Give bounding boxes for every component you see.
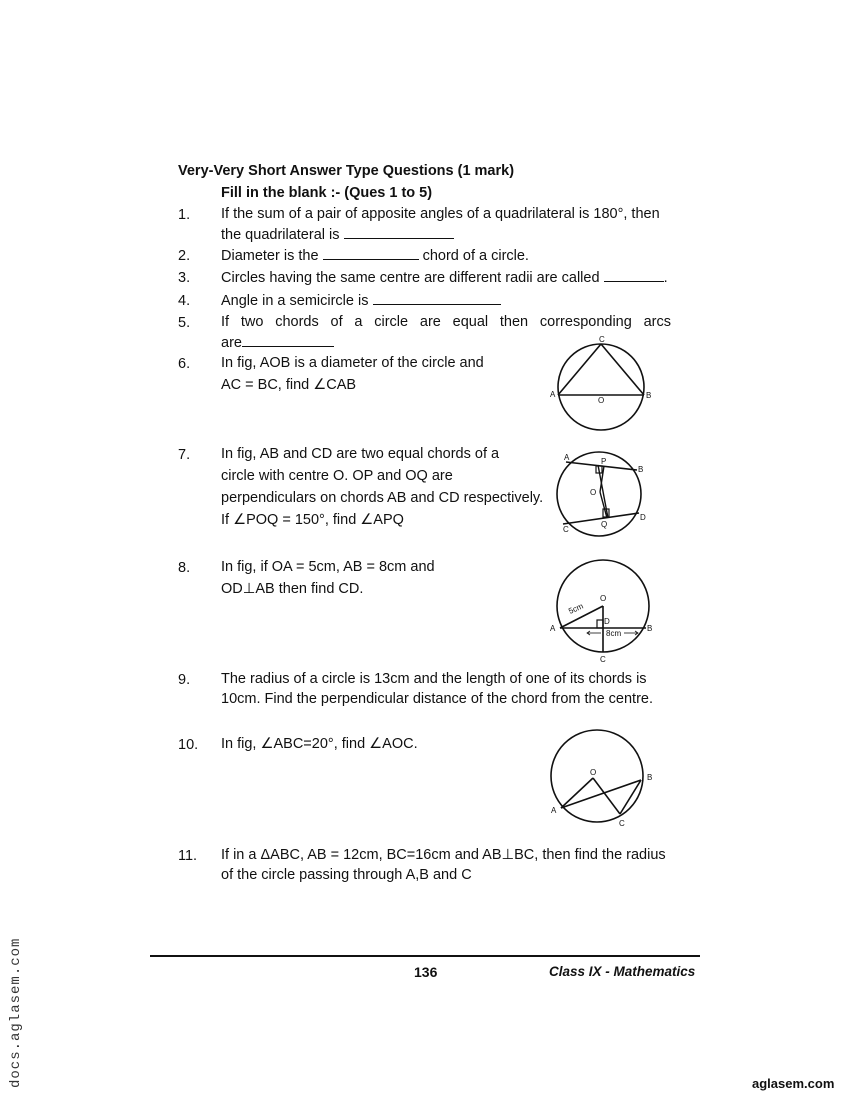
question-number: 3. — [178, 270, 191, 286]
question-1 — [221, 204, 660, 245]
label-c: C — [619, 819, 625, 828]
answer-blank[interactable] — [242, 332, 334, 347]
answer-blank[interactable] — [604, 267, 664, 282]
label-p: P — [601, 457, 607, 466]
question-number: 1. — [178, 207, 191, 223]
label-o: O — [600, 594, 607, 603]
question-number: 2. — [178, 248, 191, 264]
label-o: O — [590, 488, 597, 497]
question-4: Angle in a semicircle is — [221, 290, 501, 311]
question-number: 11. — [178, 848, 198, 864]
brand-watermark: aglasem.com — [752, 1076, 835, 1091]
question-10: In fig, ∠ABC=20°, find ∠AOC. — [221, 736, 418, 752]
label-8cm: 8cm — [606, 629, 622, 638]
label-b: B — [647, 624, 653, 633]
footer-divider — [150, 955, 700, 957]
figure-6-circle-diagram — [548, 334, 660, 434]
label-c: C — [600, 655, 606, 664]
question-8: In fig, if OA = 5cm, AB = 8cm and OD⊥AB then find CD. — [221, 559, 435, 597]
question-number: 8. — [178, 560, 191, 576]
label-q: Q — [601, 520, 608, 529]
label-a: A — [564, 453, 570, 462]
label-o: O — [598, 396, 605, 405]
question-1-line1: If the sum of a pair of apposite angles of a quadrilateral is 180°, then — [221, 206, 660, 222]
answer-blank[interactable] — [323, 245, 419, 260]
label-a: A — [550, 624, 556, 633]
figure-7-circle-diagram — [556, 450, 666, 540]
question-5-line1: If two chords of a circle are equal then corresponding arcs — [221, 314, 671, 330]
label-a: A — [551, 806, 557, 815]
answer-blank[interactable] — [344, 224, 454, 239]
section-heading: Very-Very Short Answer Type Questions (1 mark) — [178, 163, 515, 179]
question-6: In fig, AOB is a diameter of the circle and AC = BC, find ∠CAB — [221, 355, 484, 393]
side-watermark: docs.aglasem.com — [8, 937, 24, 1088]
question-11: If in a ΔABC, AB = 12cm, BC=16cm and AB⊥BC, then find the radius of the circle passing through A,B and C — [221, 847, 666, 883]
footer-title: Class IX - Mathematics — [549, 964, 696, 979]
label-b: B — [646, 391, 652, 400]
question-1-line2: the quadrilateral is — [221, 224, 660, 245]
question-number: 10. — [178, 737, 199, 753]
question-number: 5. — [178, 315, 191, 331]
figure-8-circle-diagram — [546, 556, 658, 668]
label-c: C — [563, 525, 569, 534]
label-5cm: 5cm — [567, 601, 585, 616]
label-a: A — [550, 390, 556, 399]
question-5: If two chords of a circle are equal then corresponding arcs are — [221, 314, 671, 351]
question-number: 7. — [178, 447, 191, 463]
label-d: D — [640, 513, 646, 522]
question-9: The radius of a circle is 13cm and the length of one of its chords is 10cm. Find the perpendicular distance of the chord from the centre. — [221, 671, 654, 707]
question-number: 4. — [178, 293, 191, 309]
label-c: C — [599, 335, 605, 344]
question-number: 9. — [178, 672, 191, 688]
question-3: Circles having the same centre are different radii are called . — [221, 267, 668, 288]
label-o: O — [590, 768, 597, 777]
label-b: B — [647, 773, 653, 782]
figure-10-circle-diagram — [543, 728, 661, 834]
page-number: 136 — [414, 964, 438, 980]
question-7: In fig, AB and CD are two equal chords of a circle with centre O. OP and OQ are perpendiculars on chords AB and CD respectively. If ∠POQ = 150°, find ∠APQ — [221, 446, 544, 528]
label-d: D — [604, 617, 610, 626]
question-number: 6. — [178, 356, 191, 372]
label-b: B — [638, 465, 644, 474]
section-subheading: Fill in the blank :- (Ques 1 to 5) — [221, 185, 433, 201]
question-2: Diameter is the chord of a circle. — [221, 245, 529, 266]
answer-blank[interactable] — [373, 290, 501, 305]
